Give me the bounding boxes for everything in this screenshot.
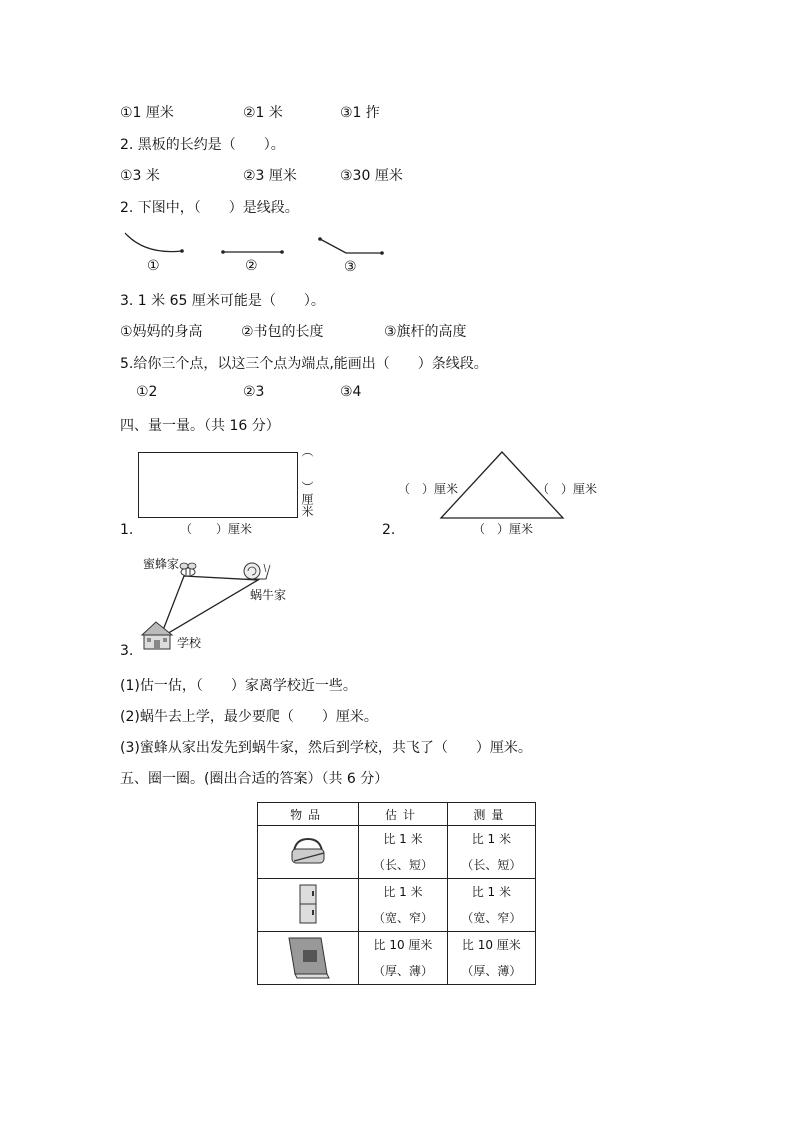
table-row: [258, 879, 536, 932]
option-2: ②1 米: [243, 105, 283, 121]
header-measure: 测量: [447, 803, 535, 826]
snail-icon: [243, 563, 270, 579]
figure-1-number: 1.: [120, 522, 134, 538]
estimate-cell: [359, 879, 447, 932]
segment-figures: [115, 225, 415, 260]
estimate-cell: [359, 826, 447, 879]
item-cell: [258, 826, 359, 879]
option-3: ③旗杆的高度: [384, 324, 467, 340]
bag-icon: [286, 833, 330, 869]
estimate-compare: 比 1 米: [383, 885, 423, 899]
estimate-cell: [359, 932, 447, 985]
section-5-title: 五、圈一圈。(圈出合适的答案）（共 6 分）: [120, 771, 389, 787]
option-1: ①妈妈的身高: [120, 324, 203, 340]
figure-3-number: 3.: [120, 643, 134, 659]
estimate-compare: 比 10 厘米: [373, 938, 433, 952]
figure-label-2: ②: [245, 258, 258, 274]
figure-2-number: 2.: [382, 522, 396, 538]
rectangle-figure: [138, 452, 298, 518]
measure-cell: [447, 879, 535, 932]
measure-cell: [447, 826, 535, 879]
school-label: 学校: [177, 636, 202, 650]
option-1: ①1 厘米: [120, 105, 174, 121]
measure-choice[interactable]: （厚、薄）: [461, 964, 522, 978]
map-figure: [140, 560, 280, 655]
option-3: ③30 厘米: [340, 168, 403, 184]
measure-compare: 比 10 厘米: [461, 938, 521, 952]
figure-label-3: ③: [344, 259, 357, 275]
measure-cell: [447, 932, 535, 985]
table-row: [258, 826, 536, 879]
option-2: ②3: [243, 384, 265, 400]
table-row: [258, 932, 536, 985]
option-3: ③4: [340, 384, 362, 400]
triangle-bottom-label: （ ）厘米: [473, 522, 534, 536]
figure-label-1: ①: [147, 258, 160, 274]
rectangle-side-label: （ ）厘米: [300, 445, 314, 517]
item-cell: [258, 932, 359, 985]
rectangle-bottom-label: （ ）厘米: [180, 522, 253, 536]
question-height: 3. 1 米 65 厘米可能是（ ）。: [120, 293, 325, 309]
table-header-row: [258, 803, 536, 826]
triangle-right-label: （ ）厘米: [537, 482, 598, 496]
header-estimate: 估计: [359, 803, 447, 826]
estimate-choice[interactable]: （长、短）: [372, 858, 433, 872]
sub-question-2: (2)蜗牛去上学，最少要爬（ ）厘米。: [120, 709, 378, 725]
broken-line-figure: [320, 239, 382, 253]
sub-question-1: (1)估一估，（ ）家离学校近一些。: [120, 678, 357, 694]
sub-question-3: (3)蜜蜂从家出发先到蜗牛家，然后到学校，共飞了（ ）厘米。: [120, 740, 532, 756]
measure-compare: 比 1 米: [471, 832, 511, 846]
option-2: ②书包的长度: [241, 324, 324, 340]
cabinet-icon: [293, 883, 323, 925]
triangle-left-label: （ ）厘米: [398, 482, 459, 496]
estimate-choice[interactable]: （厚、薄）: [372, 964, 433, 978]
book-icon: [283, 934, 333, 980]
estimate-compare: 比 1 米: [383, 832, 423, 846]
option-1: ①3 米: [120, 168, 160, 184]
measure-compare: 比 1 米: [471, 885, 511, 899]
bee-icon: [180, 563, 196, 576]
option-2: ②3 厘米: [243, 168, 297, 184]
bee-home-label: 蜜蜂家: [143, 557, 180, 571]
question-points: 5.给你三个点，以这三个点为端点,能画出（ ）条线段。: [120, 356, 488, 372]
school-icon: [142, 622, 172, 649]
section-4-title: 四、量一量。（共 16 分）: [120, 418, 280, 434]
question-segment: 2. 下图中，（ ）是线段。: [120, 200, 299, 216]
header-item: 物品: [258, 803, 359, 826]
snail-home-label: 蜗牛家: [250, 588, 287, 602]
estimate-table: [257, 802, 536, 985]
estimate-choice[interactable]: （宽、窄）: [372, 911, 433, 925]
measure-choice[interactable]: （宽、窄）: [461, 911, 522, 925]
measure-choice[interactable]: （长、短）: [461, 858, 522, 872]
item-cell: [258, 879, 359, 932]
option-1: ①2: [136, 384, 158, 400]
option-3: ③1 拃: [340, 105, 380, 121]
curve-figure: [125, 233, 182, 252]
question-blackboard: 2. 黑板的长约是（ ）。: [120, 137, 285, 153]
